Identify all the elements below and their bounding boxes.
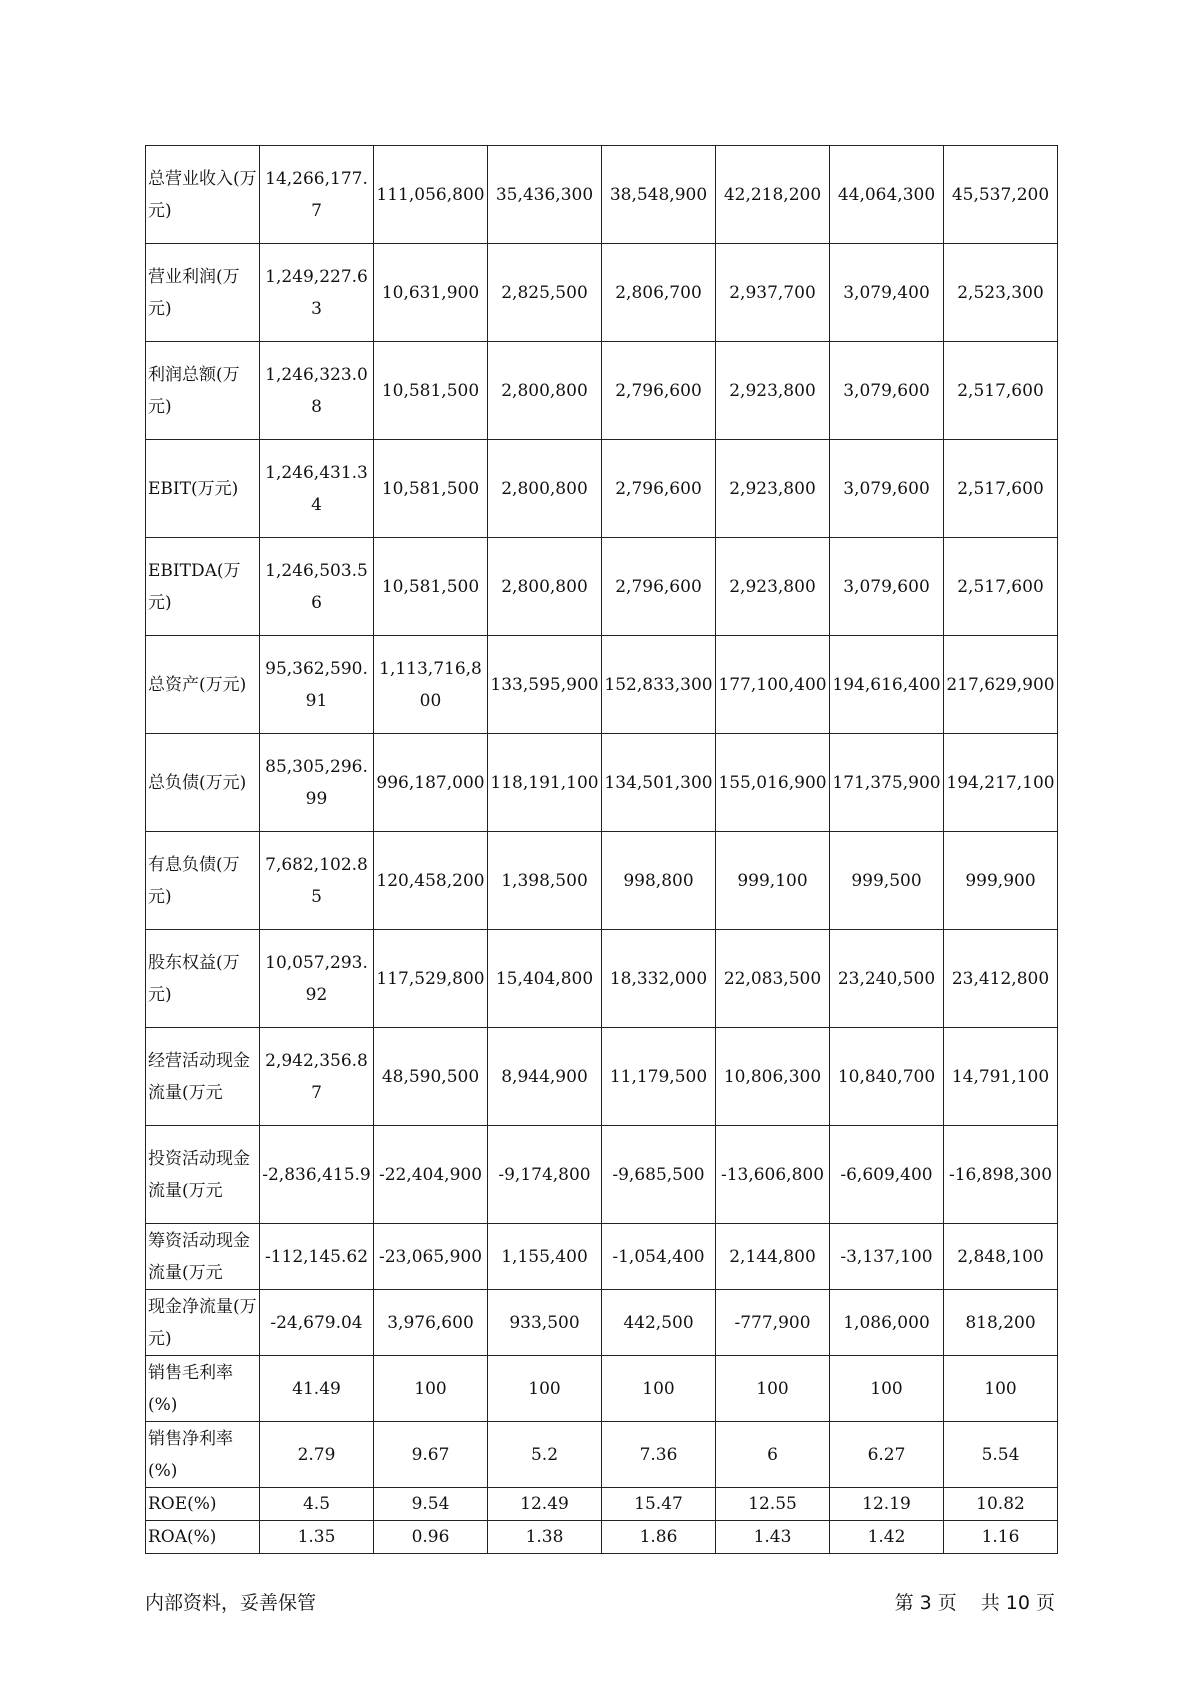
table-row (146, 636, 1058, 734)
page-indicator (889, 1588, 1055, 1615)
table-cell: 0.96 (374, 1521, 488, 1554)
table-cell: 35,436,300 (488, 146, 602, 244)
table-cell: 95,362,590.91 (260, 636, 374, 734)
table-cell: 1.42 (830, 1521, 944, 1554)
table-cell: 2,937,700 (716, 244, 830, 342)
row-label: 营业利润(万元) (146, 244, 260, 342)
table-cell: 10,581,500 (374, 440, 488, 538)
table-cell: 10,806,300 (716, 1028, 830, 1126)
row-label: 总资产(万元) (146, 636, 260, 734)
table-cell: 2,825,500 (488, 244, 602, 342)
row-label: 经营活动现金流量(万元 (146, 1028, 260, 1126)
table-cell: -16,898,300 (944, 1126, 1058, 1224)
table-cell: 1,246,323.08 (260, 342, 374, 440)
table-cell: 44,064,300 (830, 146, 944, 244)
table-row (146, 244, 1058, 342)
table-row (146, 1028, 1058, 1126)
row-label: 投资活动现金流量(万元 (146, 1126, 260, 1224)
table-cell: 117,529,800 (374, 930, 488, 1028)
table-cell: -13,606,800 (716, 1126, 830, 1224)
table-cell: 1.38 (488, 1521, 602, 1554)
row-label: 总营业收入(万元) (146, 146, 260, 244)
table-cell: 4.5 (260, 1488, 374, 1521)
table-cell: 999,100 (716, 832, 830, 930)
page-suffix: 页 (937, 1592, 957, 1614)
table-cell: 818,200 (944, 1290, 1058, 1356)
table-cell: -22,404,900 (374, 1126, 488, 1224)
table-row (146, 440, 1058, 538)
table-cell: 3,079,600 (830, 440, 944, 538)
table-cell: 134,501,300 (602, 734, 716, 832)
table-cell: 996,187,000 (374, 734, 488, 832)
table-cell: 217,629,900 (944, 636, 1058, 734)
table-cell: 2,796,600 (602, 538, 716, 636)
row-label: 股东权益(万元) (146, 930, 260, 1028)
table-cell: 1,113,716,800 (374, 636, 488, 734)
table-cell: -23,065,900 (374, 1224, 488, 1290)
table-row (146, 146, 1058, 244)
table-cell: 100 (602, 1356, 716, 1422)
table-cell: 171,375,900 (830, 734, 944, 832)
table-cell: -9,174,800 (488, 1126, 602, 1224)
table-body (146, 146, 1058, 1554)
table-cell: -2,836,415.9 (260, 1126, 374, 1224)
table-row (146, 832, 1058, 930)
table-cell: 118,191,100 (488, 734, 602, 832)
table-cell: 10,581,500 (374, 538, 488, 636)
table-cell: 12.19 (830, 1488, 944, 1521)
table-cell: 1.43 (716, 1521, 830, 1554)
table-row (146, 1422, 1058, 1488)
row-label: 有息负债(万元) (146, 832, 260, 930)
table-cell: -1,054,400 (602, 1224, 716, 1290)
table-cell: 15,404,800 (488, 930, 602, 1028)
total-prefix: 共 (980, 1592, 1000, 1614)
page-number: 3 (919, 1592, 932, 1614)
row-label: ROA(%) (146, 1521, 260, 1554)
table-cell: 2,796,600 (602, 342, 716, 440)
row-label: 销售净利率(%) (146, 1422, 260, 1488)
table-cell: 6 (716, 1422, 830, 1488)
table-cell: 100 (374, 1356, 488, 1422)
table-cell: 23,412,800 (944, 930, 1058, 1028)
row-label: 销售毛利率(%) (146, 1356, 260, 1422)
table-cell: 2.79 (260, 1422, 374, 1488)
table-cell: 1,246,503.56 (260, 538, 374, 636)
table-cell: 2,942,356.87 (260, 1028, 374, 1126)
table-cell: 85,305,296.99 (260, 734, 374, 832)
table-cell: 100 (488, 1356, 602, 1422)
row-label: EBITDA(万元) (146, 538, 260, 636)
table-cell: -9,685,500 (602, 1126, 716, 1224)
table-cell: 7.36 (602, 1422, 716, 1488)
table-cell: 6.27 (830, 1422, 944, 1488)
table-cell: 14,791,100 (944, 1028, 1058, 1126)
table-row (146, 1224, 1058, 1290)
table-cell: 2,800,800 (488, 342, 602, 440)
table-cell: 45,537,200 (944, 146, 1058, 244)
table-row (146, 342, 1058, 440)
table-cell: 1,398,500 (488, 832, 602, 930)
table-cell: 9.54 (374, 1488, 488, 1521)
table-cell: 999,500 (830, 832, 944, 930)
row-label: 利润总额(万元) (146, 342, 260, 440)
table-cell: 10.82 (944, 1488, 1058, 1521)
table-cell: 933,500 (488, 1290, 602, 1356)
table-cell: 3,079,600 (830, 342, 944, 440)
table-cell: 23,240,500 (830, 930, 944, 1028)
row-label: ROE(%) (146, 1488, 260, 1521)
table-cell: 2,800,800 (488, 440, 602, 538)
table-cell: 3,976,600 (374, 1290, 488, 1356)
table-cell: 2,796,600 (602, 440, 716, 538)
table-cell: 14,266,177.7 (260, 146, 374, 244)
table-cell: 2,517,600 (944, 538, 1058, 636)
table-cell: 1.86 (602, 1521, 716, 1554)
table-cell: 42,218,200 (716, 146, 830, 244)
table-cell: 3,079,600 (830, 538, 944, 636)
table-cell: 999,900 (944, 832, 1058, 930)
table-cell: 2,517,600 (944, 440, 1058, 538)
table-cell: 111,056,800 (374, 146, 488, 244)
table-cell: 48,590,500 (374, 1028, 488, 1126)
table-cell: 10,631,900 (374, 244, 488, 342)
table-cell: 41.49 (260, 1356, 374, 1422)
table-cell: 3,079,400 (830, 244, 944, 342)
table-cell: 100 (944, 1356, 1058, 1422)
table-cell: -777,900 (716, 1290, 830, 1356)
table-cell: 2,806,700 (602, 244, 716, 342)
row-label: 现金净流量(万元) (146, 1290, 260, 1356)
confidential-note: 内部资料，妥善保管 (145, 1592, 317, 1614)
table-cell: -3,137,100 (830, 1224, 944, 1290)
table-cell: 100 (716, 1356, 830, 1422)
table-cell: 22,083,500 (716, 930, 830, 1028)
table-cell: 2,848,100 (944, 1224, 1058, 1290)
table-cell: 998,800 (602, 832, 716, 930)
table-row (146, 1126, 1058, 1224)
table-row (146, 1356, 1058, 1422)
table-row (146, 734, 1058, 832)
table-cell: 133,595,900 (488, 636, 602, 734)
table-cell: 10,057,293.92 (260, 930, 374, 1028)
table-cell: 18,332,000 (602, 930, 716, 1028)
total-pages: 10 (1005, 1592, 1030, 1614)
table-cell: 15.47 (602, 1488, 716, 1521)
table-cell: -112,145.62 (260, 1224, 374, 1290)
table-cell: 2,144,800 (716, 1224, 830, 1290)
financial-table (145, 145, 1058, 1554)
table-cell: 38,548,900 (602, 146, 716, 244)
table-cell: 1,155,400 (488, 1224, 602, 1290)
table-cell: 194,616,400 (830, 636, 944, 734)
table-cell: 100 (830, 1356, 944, 1422)
table-cell: 1,086,000 (830, 1290, 944, 1356)
total-suffix: 页 (1035, 1592, 1055, 1614)
table-cell: 8,944,900 (488, 1028, 602, 1126)
table-cell: -24,679.04 (260, 1290, 374, 1356)
table-cell: 120,458,200 (374, 832, 488, 930)
row-label: EBIT(万元) (146, 440, 260, 538)
table-cell: 155,016,900 (716, 734, 830, 832)
table-row (146, 930, 1058, 1028)
table-cell: 1,249,227.63 (260, 244, 374, 342)
table-cell: 152,833,300 (602, 636, 716, 734)
table-cell: 2,923,800 (716, 440, 830, 538)
table-row (146, 1488, 1058, 1521)
table-cell: 2,523,300 (944, 244, 1058, 342)
table-cell: 1.35 (260, 1521, 374, 1554)
row-label: 总负债(万元) (146, 734, 260, 832)
row-label: 筹资活动现金流量(万元 (146, 1224, 260, 1290)
table-cell: 12.55 (716, 1488, 830, 1521)
table-cell: 9.67 (374, 1422, 488, 1488)
table-cell: 2,800,800 (488, 538, 602, 636)
table-cell: 2,923,800 (716, 538, 830, 636)
table-cell: 194,217,100 (944, 734, 1058, 832)
table-row (146, 1290, 1058, 1356)
table-cell: 442,500 (602, 1290, 716, 1356)
page-prefix: 第 (894, 1592, 914, 1614)
table-cell: 2,923,800 (716, 342, 830, 440)
table-cell: -6,609,400 (830, 1126, 944, 1224)
table-cell: 177,100,400 (716, 636, 830, 734)
table-cell: 11,179,500 (602, 1028, 716, 1126)
table-cell: 5.2 (488, 1422, 602, 1488)
table-cell: 1,246,431.34 (260, 440, 374, 538)
table-row (146, 538, 1058, 636)
table-cell: 10,840,700 (830, 1028, 944, 1126)
table-row (146, 1521, 1058, 1554)
table-cell: 5.54 (944, 1422, 1058, 1488)
table-cell: 12.49 (488, 1488, 602, 1521)
table-cell: 1.16 (944, 1521, 1058, 1554)
table-cell: 10,581,500 (374, 342, 488, 440)
table-cell: 7,682,102.85 (260, 832, 374, 930)
table-cell: 2,517,600 (944, 342, 1058, 440)
